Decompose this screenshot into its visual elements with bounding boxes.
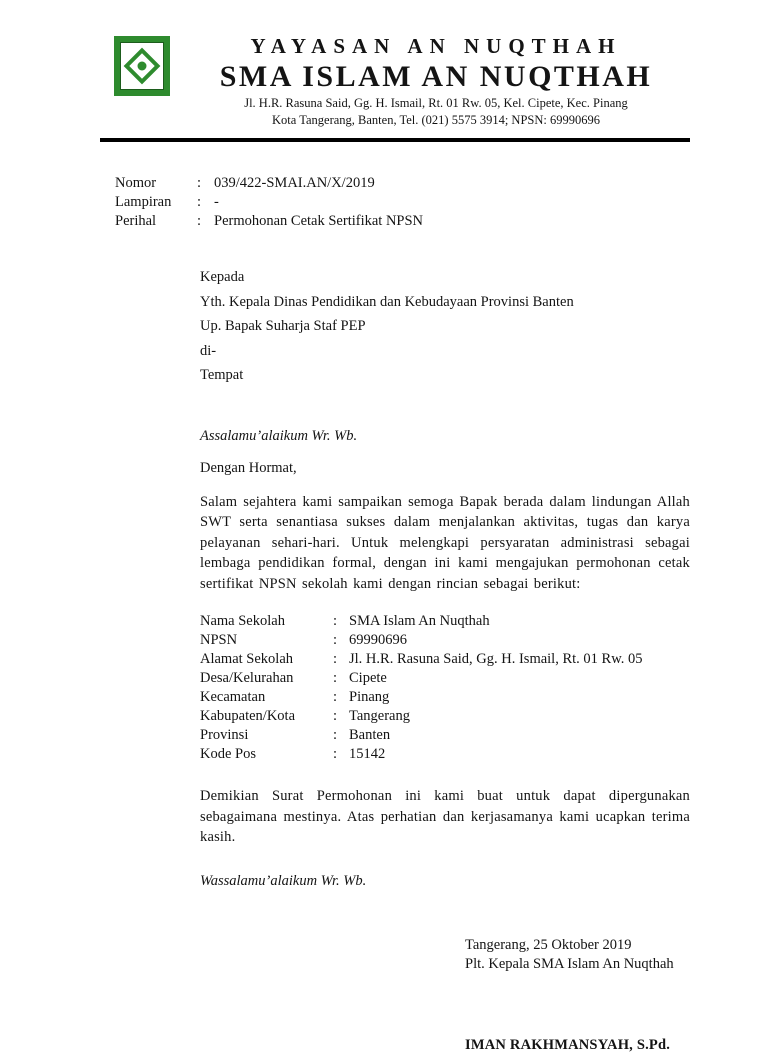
detail-colon: :: [333, 651, 338, 667]
greeting: Dengan Hormat,: [200, 459, 297, 476]
detail-colon: :: [333, 670, 338, 686]
detail-label: Kecamatan: [200, 689, 266, 705]
address-line-1: Jl. H.R. Rasuna Said, Gg. H. Ismail, Rt. 01 Rw. 05, Kel. Cipete, Kec. Pinang: [244, 96, 628, 110]
detail-colon: :: [333, 746, 338, 762]
recipient-line: Yth. Kepala Dinas Pendidikan dan Kebudayaan Provinsi Banten: [200, 293, 574, 310]
detail-value: Jl. H.R. Rasuna Said, Gg. H. Ismail, Rt. 01 Rw. 05: [349, 651, 643, 667]
detail-colon: :: [333, 632, 338, 648]
meta-label: Nomor: [115, 175, 157, 191]
school-logo-icon: [114, 34, 170, 100]
signature-title: Plt. Kepala SMA Islam An Nuqthah: [465, 956, 674, 972]
detail-row-kabupaten: [200, 707, 690, 726]
detail-label: Alamat Sekolah: [200, 651, 294, 667]
recipient-block: [200, 265, 690, 388]
meta-colon: :: [197, 213, 202, 229]
detail-label: Kode Pos: [200, 746, 256, 762]
detail-row-provinsi: [200, 726, 690, 745]
signature-place-date: Tangerang, 25 Oktober 2019: [465, 936, 632, 953]
address-line-2: Kota Tangerang, Banten, Tel. (021) 5575 3914; NPSN: 69990696: [272, 113, 600, 127]
letter-body-column: [200, 265, 690, 890]
letterhead: [100, 32, 690, 142]
detail-label: Provinsi: [200, 727, 249, 743]
meta-value: 039/422-SMAI.AN/X/2019: [214, 175, 375, 191]
meta-label: Lampiran: [115, 194, 172, 210]
detail-label: Desa/Kelurahan: [200, 670, 294, 686]
letterhead-text: [182, 32, 690, 128]
meta-value: -: [214, 194, 219, 210]
detail-value: Pinang: [349, 689, 390, 705]
detail-row-alamat: [200, 650, 690, 669]
school-details: [200, 612, 690, 764]
detail-value: Banten: [349, 727, 391, 743]
detail-row-kode-pos: [200, 745, 690, 764]
detail-colon: :: [333, 708, 338, 724]
letter-meta: [115, 174, 690, 231]
logo-center-dot: [138, 62, 147, 71]
detail-label: Kabupaten/Kota: [200, 708, 296, 724]
detail-row-npsn: [200, 631, 690, 650]
meta-label: Perihal: [115, 213, 157, 229]
detail-colon: :: [333, 689, 338, 705]
closing-salutation: Wassalamu’alaikum Wr. Wb.: [200, 872, 367, 889]
detail-row-nama-sekolah: [200, 612, 690, 631]
recipient-line: di-: [200, 342, 217, 359]
meta-row-perihal: [115, 212, 690, 231]
intro-paragraph: Salam sejahtera kami sampaikan semoga Bapak berada dalam lindungan Allah SWT serta senantiasa sukses dalam menjalankan aktivitas, tugas dan karya pelayanan sehari-hari. Untuk melengkapi persyaratan administrasi sebagai lembaga pendidikan formal, dengan ini kami mengajukan permohonan cetak sertifikat NPSN sekolah kami dengan rincian sebagai berikut:: [200, 493, 690, 592]
closing-paragraph: Demikian Surat Permohonan ini kami buat untuk dapat dipergunakan sebagaimana mestinya. Atas perhatian dan kerjasamanya kami ucapkan terima kasih.: [200, 788, 690, 845]
detail-label: NPSN: [200, 632, 238, 648]
signature-name: IMAN RAKHMANSYAH, S.Pd.: [465, 1036, 671, 1053]
recipient-line: Up. Bapak Suharja Staf PEP: [200, 318, 366, 334]
detail-value: Cipete: [349, 670, 387, 686]
meta-row-nomor: [115, 174, 690, 193]
detail-value: SMA Islam An Nuqthah: [349, 613, 490, 629]
recipient-line: Kepada: [200, 269, 245, 285]
meta-colon: :: [197, 194, 202, 210]
school-name: SMA ISLAM AN NUQTHAH: [219, 60, 653, 93]
detail-value: 15142: [349, 746, 386, 762]
detail-row-desa: [200, 669, 690, 688]
meta-row-lampiran: [115, 193, 690, 212]
detail-value: Tangerang: [349, 708, 410, 724]
foundation-name: YAYASAN AN NUQTHAH: [250, 34, 622, 58]
detail-label: Nama Sekolah: [200, 613, 285, 629]
detail-colon: :: [333, 613, 338, 629]
detail-colon: :: [333, 727, 338, 743]
recipient-line: Tempat: [200, 367, 244, 383]
opening-salutation: Assalamu’alaikum Wr. Wb.: [200, 427, 358, 444]
meta-value: Permohonan Cetak Sertifikat NPSN: [214, 213, 424, 229]
detail-value: 69990696: [349, 632, 407, 648]
meta-colon: :: [197, 175, 202, 191]
signature-block: [465, 936, 690, 975]
detail-row-kecamatan: [200, 688, 690, 707]
